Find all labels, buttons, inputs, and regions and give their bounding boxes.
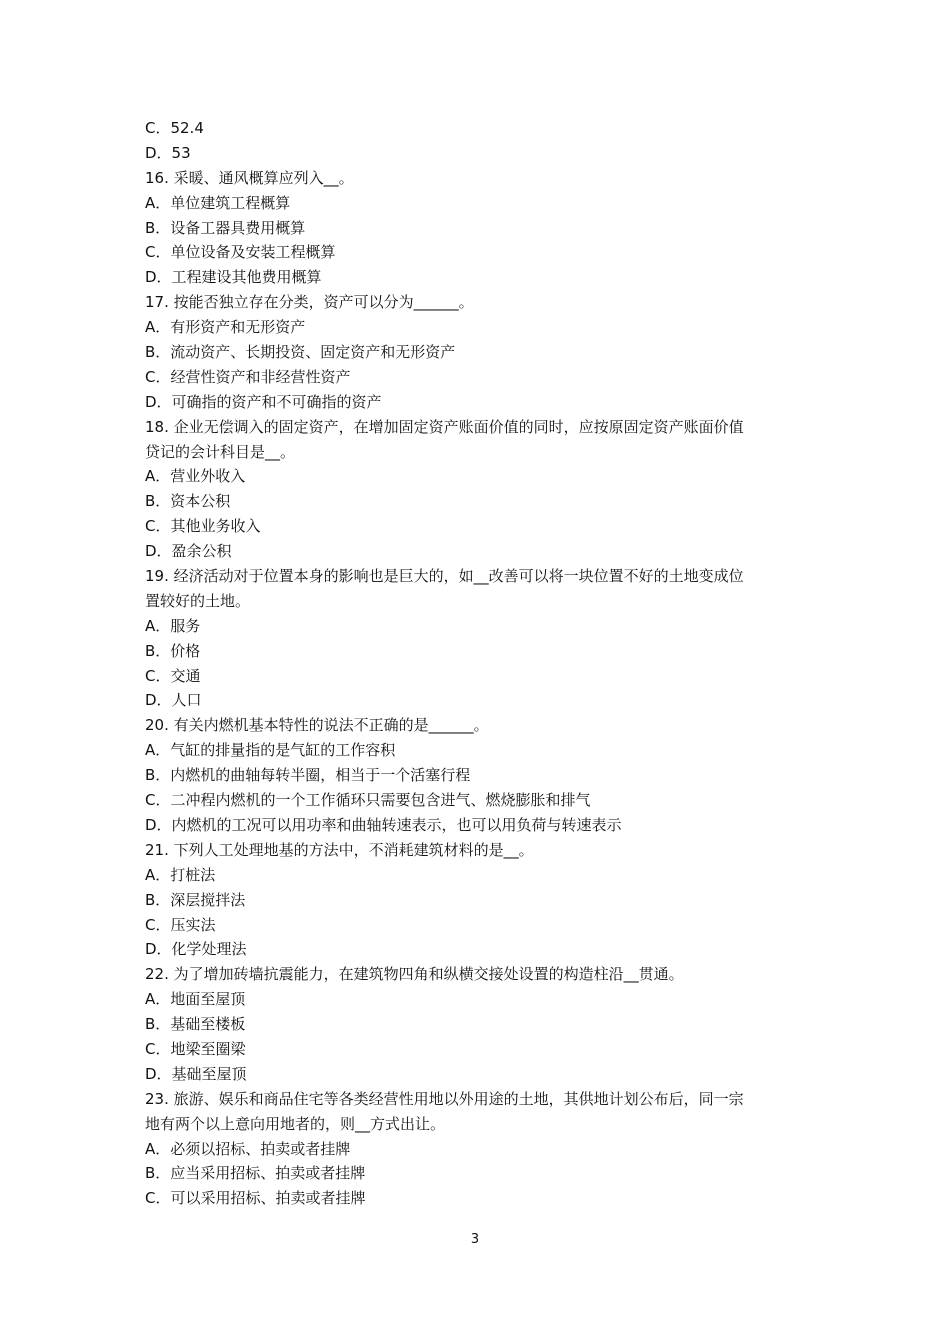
text-line: D．盈余公积 <box>145 542 232 561</box>
text-line: A．单位建筑工程概算 <box>145 193 291 212</box>
text-line: 贷记的会计科目是__。 <box>145 442 296 461</box>
text-line: C．可以采用招标、拍卖或者挂牌 <box>145 1189 366 1208</box>
question-23: 23. 旅游、娱乐和商品住宅等各类经营性用地以外用途的土地，其供地计划公布后，同一宗 <box>145 1089 744 1108</box>
text-line: A．地面至屋顶 <box>145 990 246 1009</box>
text-line: B．应当采用招标、拍卖或者挂牌 <box>145 1164 366 1183</box>
text-line: D．化学处理法 <box>145 940 247 959</box>
text-line: B．价格 <box>145 641 201 660</box>
text-line: 地有两个以上意向用地者的，则__方式出让。 <box>145 1114 446 1133</box>
question-16: 16. 采暖、通风概算应列入__。 <box>145 168 354 187</box>
text-line: C．单位设备及安装工程概算 <box>145 243 336 262</box>
text-line: C．交通 <box>145 666 201 685</box>
text-line: A．打桩法 <box>145 865 216 884</box>
text-line: D．可确指的资产和不可确指的资产 <box>145 392 382 411</box>
text-line: B．资本公积 <box>145 492 231 511</box>
question-19: 19. 经济活动对于位置本身的影响也是巨大的，如__改善可以将一块位置不好的土地变成位 <box>145 567 744 586</box>
text-line: A．有形资产和无形资产 <box>145 318 306 337</box>
document-body <box>145 116 810 1211</box>
text-line: C．其他业务收入 <box>145 517 261 536</box>
text-line: C．52.4 <box>145 119 204 137</box>
question-17: 17. 按能否独立存在分类，资产可以分为______。 <box>145 293 474 312</box>
text-line: C．压实法 <box>145 915 216 934</box>
text-line: D．基础至屋顶 <box>145 1064 247 1083</box>
text-line: B．设备工器具费用概算 <box>145 218 306 237</box>
page-number: 3 <box>470 1232 480 1247</box>
text-line: B．流动资产、长期投资、固定资产和无形资产 <box>145 343 456 362</box>
text-line: C．二冲程内燃机的一个工作循环只需要包含进气、燃烧膨胀和排气 <box>145 791 591 810</box>
text-line: C．经营性资产和非经营性资产 <box>145 367 351 386</box>
text-line: D．人口 <box>145 691 202 710</box>
text-line: C．地梁至圈梁 <box>145 1039 246 1058</box>
question-22: 22. 为了增加砖墙抗震能力，在建筑物四角和纵横交接处设置的构造柱沿__贯通。 <box>145 965 684 984</box>
question-18: 18. 企业无偿调入的固定资产，在增加固定资产账面价值的同时，应按原固定资产账面价值 <box>145 417 744 436</box>
text-line: A．营业外收入 <box>145 467 246 486</box>
text-line: D．工程建设其他费用概算 <box>145 268 322 287</box>
question-21: 21. 下列人工处理地基的方法中，不消耗建筑材料的是__。 <box>145 840 534 859</box>
text-line: D．内燃机的工况可以用功率和曲轴转速表示，也可以用负荷与转速表示 <box>145 815 622 834</box>
text-line: A．服务 <box>145 616 201 635</box>
text-line: 置较好的土地。 <box>145 591 251 610</box>
question-20: 20. 有关内燃机基本特性的说法不正确的是______。 <box>145 716 489 735</box>
text-line: B．深层搅拌法 <box>145 890 246 909</box>
text-line: A．必须以招标、拍卖或者挂牌 <box>145 1139 351 1158</box>
text-line: A．气缸的排量指的是气缸的工作容积 <box>145 741 396 760</box>
text-line: D．53 <box>145 143 191 162</box>
text-line: B．内燃机的曲轴每转半圈，相当于一个活塞行程 <box>145 766 471 785</box>
text-line: B．基础至楼板 <box>145 1015 246 1034</box>
